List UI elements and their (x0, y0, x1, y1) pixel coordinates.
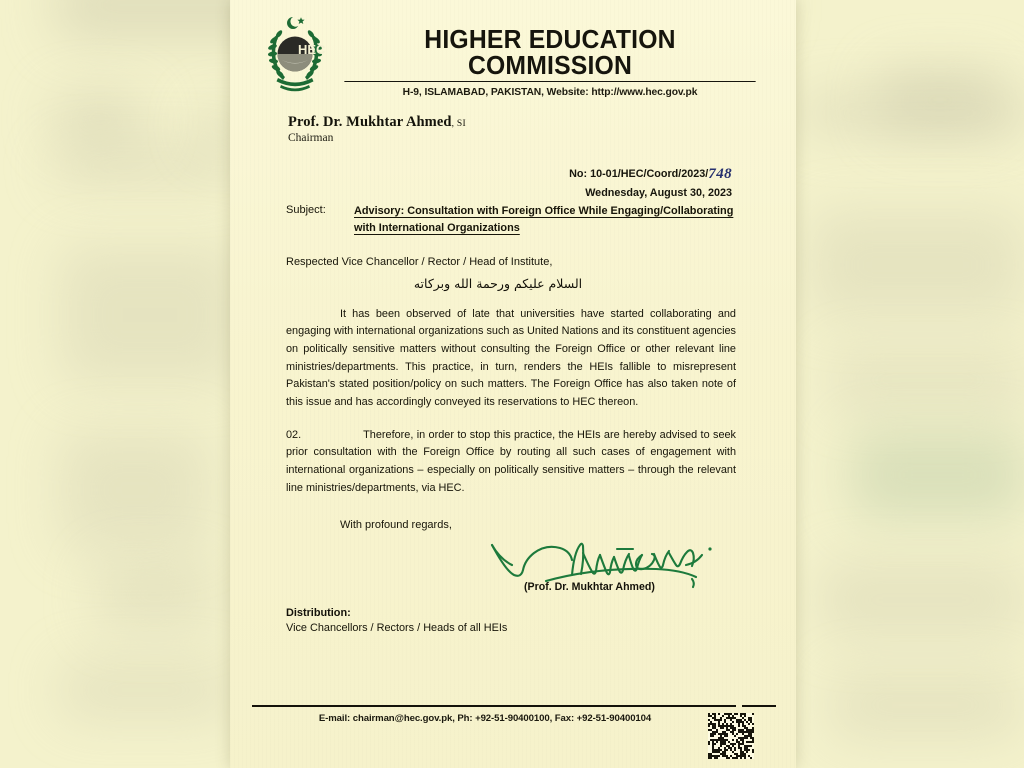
body-paragraph-2-text: Therefore, in order to stop this practice, the HEIs are hereby advised to seek prior consultation with the Foreign Office by routing all such cases of engagement with international organizations – especially on politically sensitive matters – through the relevant line ministries/departments, via HEC. (286, 428, 736, 494)
arabic-greeting: السلام عليكم ورحمة الله وبركاته (413, 275, 583, 291)
distribution-block (286, 607, 736, 634)
footer-contact-details: E-mail: chairman@hec.gov.pk, Ph: +92-51-90400100, Fax: +92-51-90400104 (318, 713, 652, 724)
chairman-name-text: Prof. Dr. Mukhtar Ahmed (288, 114, 452, 130)
chairman-designation: Chairman (288, 132, 334, 144)
salutation: Respected Vice Chancellor / Rector / Head of Institute, (286, 255, 553, 268)
chairman-honorific: , SI (451, 119, 466, 129)
subject-text: Advisory: Consultation with Foreign Office While Engaging/Collaborating with International Organizations (354, 205, 734, 234)
organization-address: H-9, ISLAMABAD, PAKISTAN, Website: http://www.hec.gov.pk (402, 87, 698, 98)
reference-block (230, 164, 796, 201)
chairman-name (288, 114, 796, 131)
reference-number-handwritten: 748 (708, 166, 732, 182)
subject-label: Subject: (286, 203, 326, 216)
chairman-block (230, 114, 796, 144)
letterhead (230, 14, 796, 96)
hec-emblem-icon (258, 14, 332, 94)
signature-name: (Prof. Dr. Mukhtar Ahmed) (524, 581, 655, 594)
letter-body (286, 203, 736, 634)
signature-block (286, 533, 736, 593)
distribution-label: Distribution: (286, 607, 351, 620)
distribution-recipients: Vice Chancellors / Rectors / Heads of all HEIs (286, 622, 508, 635)
subject-row (286, 203, 736, 237)
footer-divider (252, 705, 776, 707)
body-paragraph-1: It has been observed of late that universities have started collaborating and engaging with international organizations such as United Nations and its constituent agencies on politically sensitive matters without consulting the Foreign Office or other relevant line ministries/departments. This practice, in turn, renders the HEIs fallible to misrepresent Pakistan's stated position/policy on such matters. The Foreign Office has also taken note of this issue and has accordingly conveyed its reservations to HEC thereon. (286, 307, 736, 409)
reference-number (230, 164, 732, 186)
document-page (230, 0, 796, 768)
svg-text:HEC: HEC (298, 42, 326, 57)
letter-date: Wednesday, August 30, 2023 (585, 186, 732, 199)
reference-number-prefix: No: 10-01/HEC/Coord/2023/ (569, 168, 709, 180)
closing-regards: With profound regards, (340, 519, 452, 532)
organization-title: HIGHER EDUCATION COMMISSION (344, 28, 755, 82)
qr-code-icon (708, 713, 754, 759)
body-paragraph-2 (286, 427, 736, 498)
paragraph-number: 02. (286, 428, 302, 441)
letter-footer (252, 705, 776, 724)
